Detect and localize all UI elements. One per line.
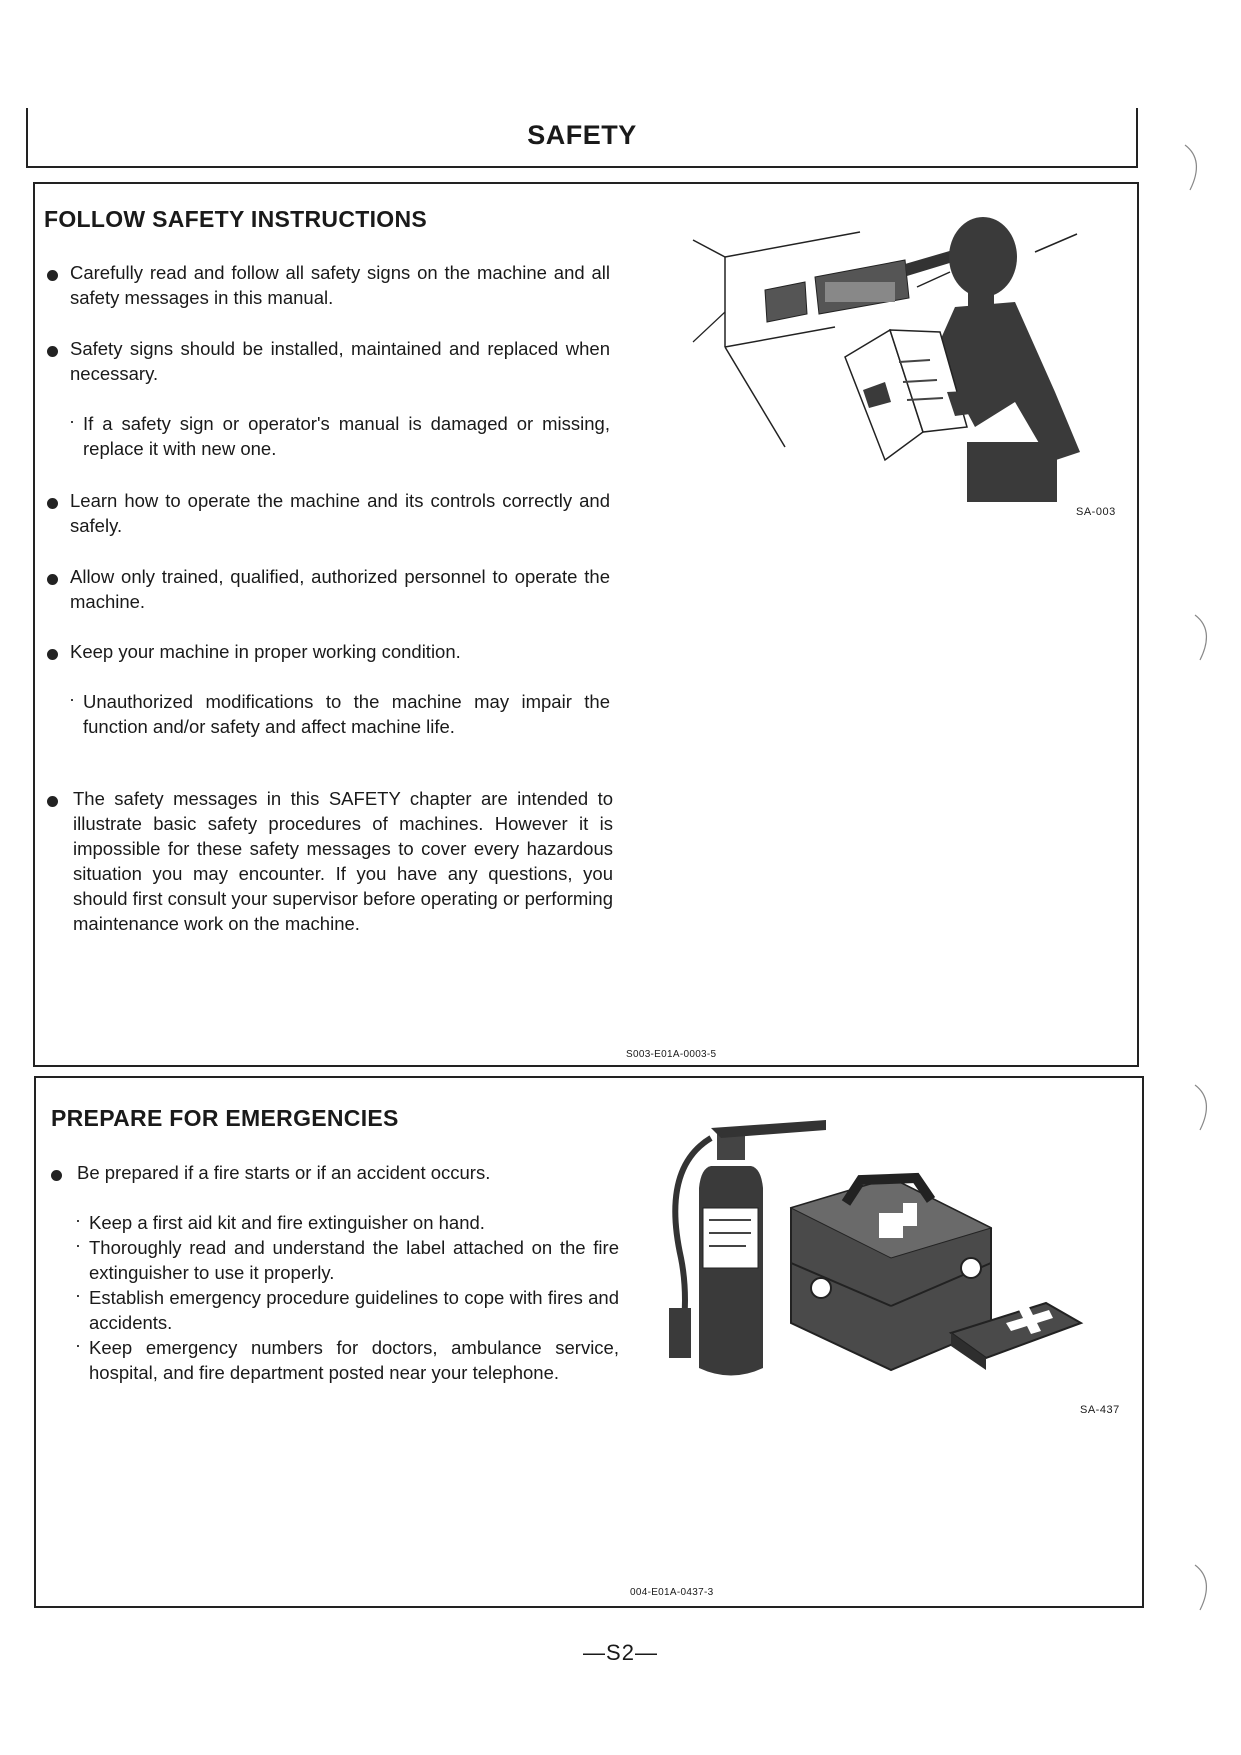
header-box <box>26 108 1138 168</box>
binder-hole-mark <box>1190 1080 1220 1140</box>
bullet-icon <box>47 346 58 357</box>
list-item: Be prepared if a fire starts or if an accident occurs. <box>77 1162 491 1183</box>
binder-hole-mark <box>1190 1560 1220 1620</box>
sub-item: Keep a first aid kit and fire extinguisher on hand. <box>89 1212 485 1233</box>
bullet-icon <box>47 649 58 660</box>
page-title: SAFETY <box>527 120 637 150</box>
figure-label: SA-437 <box>1080 1404 1120 1416</box>
section-title: FOLLOW SAFETY INSTRUCTIONS <box>44 206 428 232</box>
sub-bullet-icon: · <box>75 1235 81 1255</box>
sub-bullet-icon: · <box>69 689 75 709</box>
reference-code: S003-E01A-0003-5 <box>626 1049 717 1060</box>
bullet-icon <box>51 1170 62 1181</box>
figure-label: SA-003 <box>1076 506 1116 518</box>
section-prepare-for-emergencies <box>34 1076 1144 1608</box>
list-item: Carefully read and follow all safety signs on the machine and all safety messages in this manual. <box>70 262 610 308</box>
reference-code: 004-E01A-0437-3 <box>630 1587 714 1598</box>
sub-bullet-icon: · <box>75 1210 81 1230</box>
bullet-icon <box>47 498 58 509</box>
sub-item: Unauthorized modifications to the machine may impair the function and/or safety and affect machine life. <box>83 691 610 737</box>
list-item: Learn how to operate the machine and its controls correctly and safely. <box>70 490 610 536</box>
reading-manual-illustration <box>685 202 1105 502</box>
section-follow-safety-instructions <box>33 182 1139 1067</box>
bullet-icon <box>47 796 58 807</box>
bullet-icon <box>47 270 58 281</box>
page-number: —S2— <box>583 1640 658 1665</box>
sub-bullet-icon: · <box>75 1285 81 1305</box>
binder-hole-mark <box>1190 610 1220 670</box>
binder-hole-mark <box>1180 140 1210 200</box>
list-item: Keep your machine in proper working condition. <box>70 641 461 662</box>
fire-extinguisher-first-aid-illustration <box>651 1108 1131 1388</box>
section-title: PREPARE FOR EMERGENCIES <box>51 1105 399 1131</box>
sub-item: Keep emergency numbers for doctors, ambulance service, hospital, and fire department posted near your telephone. <box>89 1337 619 1383</box>
sub-bullet-icon: · <box>69 411 75 431</box>
list-item: Safety signs should be installed, maintained and replaced when necessary. <box>70 338 610 384</box>
bullet-icon <box>47 574 58 585</box>
sub-item: If a safety sign or operator's manual is damaged or missing, replace it with new one. <box>83 413 610 459</box>
list-item: Allow only trained, qualified, authorized personnel to operate the machine. <box>70 566 610 612</box>
sub-item: Thoroughly read and understand the label attached on the fire extinguisher to use it properly. <box>89 1237 619 1283</box>
sub-item: Establish emergency procedure guidelines to cope with fires and accidents. <box>89 1287 619 1333</box>
list-item: The safety messages in this SAFETY chapter are intended to illustrate basic safety procedures of machines. However it is impossible for these safety messages to cover every hazardous situation you may encounter. If you have any questions, you should first consult your supervisor before operating or performing maintenance work on the machine. <box>73 788 613 934</box>
sub-bullet-icon: · <box>75 1335 81 1355</box>
